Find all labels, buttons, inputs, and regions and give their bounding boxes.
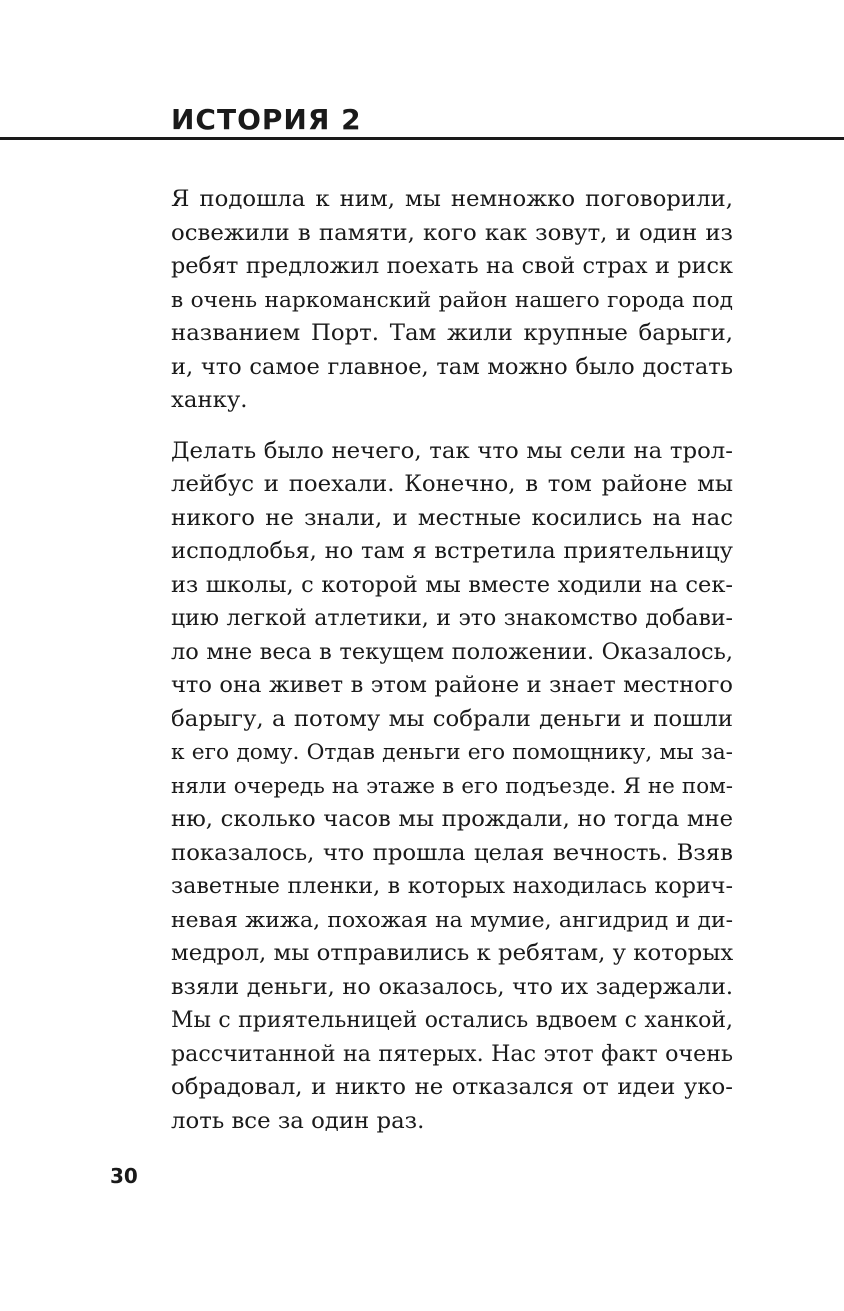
text-line: лейбус и поехали. Конечно, в том районе мы xyxy=(171,471,733,497)
text-line: няли очередь на этаже в его подъезде. Я не пом- xyxy=(171,773,733,799)
text-line: цию легкой атлетики, и это знакомство добави- xyxy=(171,606,733,631)
body-text xyxy=(171,183,733,1138)
text-line: обрадовал, и никто не отказался от идеи уко- xyxy=(171,1074,733,1100)
paragraph-2 xyxy=(171,435,733,1139)
text-line: барыгу, а потому мы собрали деньги и пошли xyxy=(171,705,733,732)
text-line: исподлобья, но там я встретила приятельницу xyxy=(171,538,733,564)
text-line: ребят предложил поехать на свой страх и риск xyxy=(171,253,733,279)
text-line: заветные пленки, в которых находилась корич- xyxy=(171,873,733,899)
text-line: лоть все за один раз. xyxy=(171,1107,425,1134)
chapter-title: ИСТОРИЯ 2 xyxy=(171,103,362,136)
text-line: медрол, мы отправились к ребятам, у которых xyxy=(171,940,734,966)
page-number: 30 xyxy=(110,1164,138,1188)
text-line: взяли деньги, но оказалось, что их задержали. xyxy=(171,973,733,1000)
text-line: освежили в памяти, кого как зовут, и один из xyxy=(171,219,733,246)
text-line: из школы, с которой мы вместе ходили на сек- xyxy=(171,571,733,598)
text-line: в очень наркоманский район нашего города под xyxy=(171,287,733,313)
text-line: ханку. xyxy=(171,387,248,413)
text-line: Делать было нечего, так что мы сели на трол- xyxy=(171,437,733,464)
text-line: невая жижа, похожая на мумие, ангидрид и ди- xyxy=(171,907,733,933)
text-line: рассчитанной на пятерых. Нас этот факт очень xyxy=(171,1040,733,1067)
text-line: Я подошла к ним, мы немножко поговорили, xyxy=(171,186,733,212)
paragraph-1 xyxy=(171,183,733,418)
text-line: и, что самое главное, там можно было достать xyxy=(171,353,733,380)
text-line: Мы с приятельницей остались вдвоем с ханкой, xyxy=(171,1008,733,1033)
text-line: к его дому. Отдав деньги его помощнику, мы за- xyxy=(171,740,733,765)
title-underline-rule xyxy=(0,137,844,140)
text-line: показалось, что прошла целая вечность. Взяв xyxy=(171,839,733,866)
text-line: что она живет в этом районе и знает местного xyxy=(171,672,733,698)
text-line: ню, сколько часов мы прождали, но тогда мне xyxy=(171,806,733,832)
text-line: никого не знали, и местные косились на нас xyxy=(171,504,733,531)
text-line: ло мне веса в текущем положении. Оказалось, xyxy=(171,638,733,665)
text-line: названием Порт. Там жили крупные барыги, xyxy=(171,320,733,346)
